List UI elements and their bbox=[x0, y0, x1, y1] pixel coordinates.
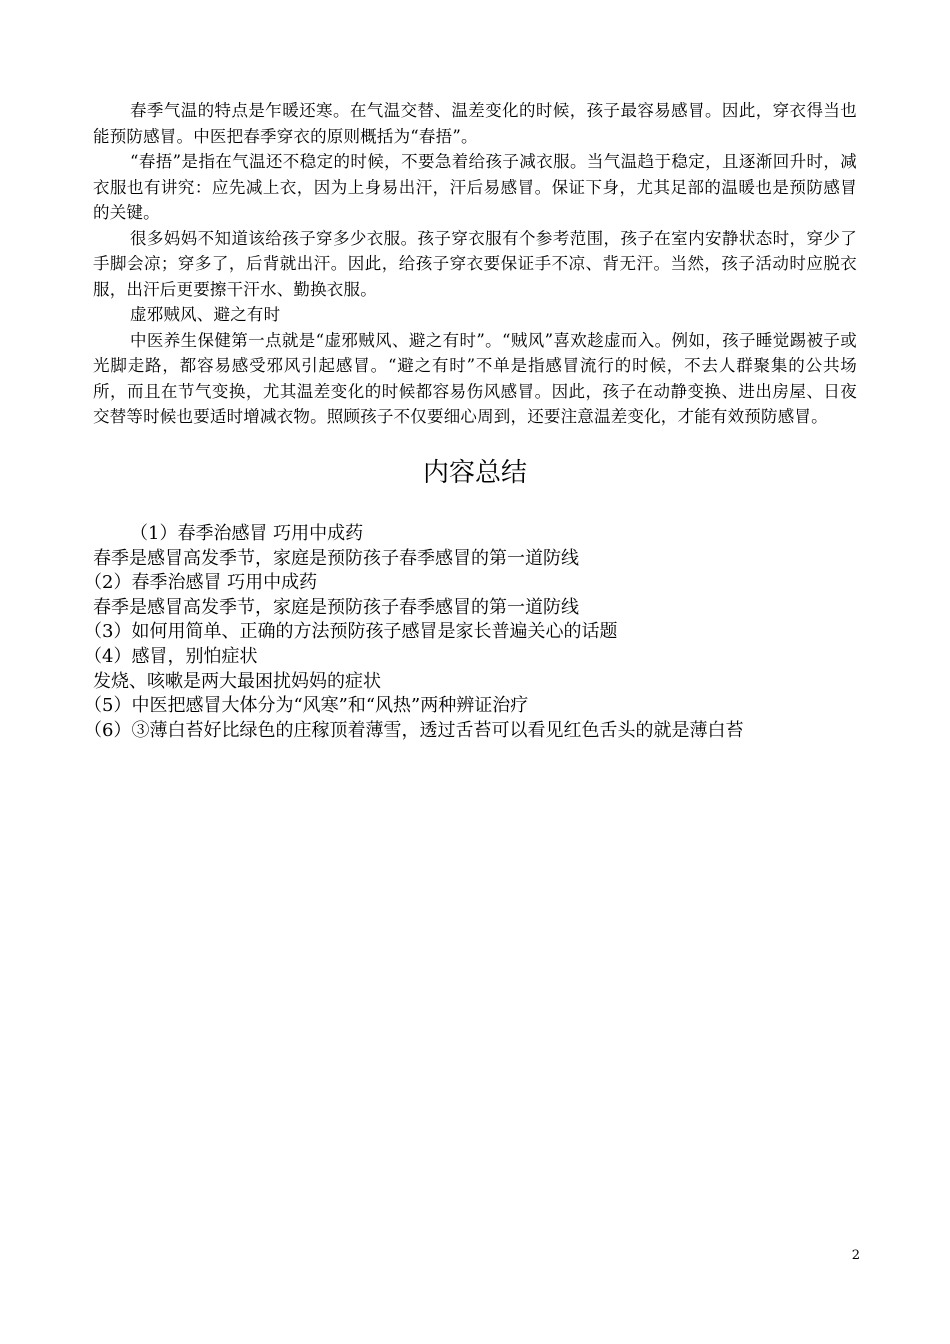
summary-list bbox=[84, 522, 883, 743]
paragraph: 中医养生保健第一点就是“虚邪贼风、避之有时”。“贼风”喜欢趁虚而入。例如，孩子睡觉踢被子或光脚走路，都容易感受邪风引起感冒。“避之有时”不单是指感冒流行的时候，不去人群聚集的公共场所，而且在节气变换，尤其温差变化的时候都容易伤风感冒。因此，孩子在动静变换、进出房屋、日夜交替等时候也要适时增减衣物。照顾孩子不仅要细心周到，还要注意温差变化，才能有效预防感冒。 bbox=[93, 330, 857, 426]
summary-item: （2）春季治感冒 巧用中成药 bbox=[84, 572, 318, 594]
paragraph: 春季气温的特点是乍暖还寒。在气温交替、温差变化的时候，孩子最容易感冒。因此，穿衣得当也能预防感冒。中医把春季穿衣的原则概括为“春捂”。 bbox=[93, 101, 857, 146]
summary-item: 春季是感冒高发季节，家庭是预防孩子春季感冒的第一道防线 bbox=[93, 596, 579, 618]
summary-title: 内容总结 bbox=[422, 458, 527, 488]
summary-item: 春季是感冒高发季节，家庭是预防孩子春季感冒的第一道防线 bbox=[93, 547, 579, 569]
summary-item: （4）感冒，别怕症状 bbox=[84, 645, 258, 667]
summary-item: （6）③薄白苔好比绿色的庄稼顶着薄雪，透过舌苔可以看见红色舌头的就是薄白苔 bbox=[84, 719, 744, 741]
paragraph: “春捂”是指在气温还不稳定的时候，不要急着给孩子减衣服。当气温趋于稳定，且逐渐回升时，减衣服也有讲究：应先减上衣，因为上身易出汗，汗后易感冒。保证下身，尤其足部的温暖也是预防感冒的关键。 bbox=[93, 152, 857, 222]
summary-item: 发烧、咳嗽是两大最困扰妈妈的症状 bbox=[93, 670, 381, 692]
summary-item: （3）如何用简单、正确的方法预防孩子感冒是家长普遍关心的话题 bbox=[84, 621, 618, 643]
summary-item: （5）中医把感冒大体分为“风寒”和“风热”两种辨证治疗 bbox=[84, 695, 529, 717]
subheading: 虚邪贼风、避之有时 bbox=[130, 305, 281, 324]
page-number: 2 bbox=[851, 1248, 860, 1263]
body-text bbox=[93, 98, 857, 430]
paragraph: 很多妈妈不知道该给孩子穿多少衣服。孩子穿衣服有个参考范围，孩子在室内安静状态时，穿少了手脚会凉；穿多了，后背就出汗。因此，给孩子穿衣要保证手不凉、背无汗。当然，孩子活动时应脱衣服，出汗后更要擦干汗水、勤换衣服。 bbox=[93, 228, 857, 299]
summary-item: （1）春季治感冒 巧用中成药 bbox=[130, 523, 364, 544]
